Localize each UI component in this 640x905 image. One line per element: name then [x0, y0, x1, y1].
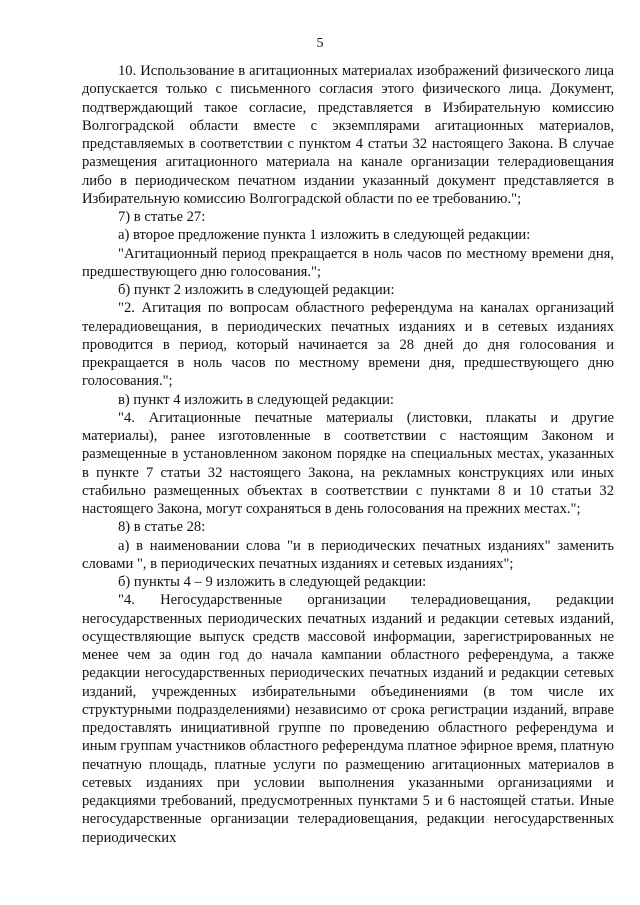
paragraph: а) в наименовании слова "и в периодических печатных изданиях" заменить словами ", в периодических печатных изданиях и сетевых изданиях"; [82, 537, 614, 572]
document-body [82, 62, 614, 847]
paragraph: "Агитационный период прекращается в ноль часов по местному времени дня, предшествующего дню голосования."; [82, 245, 614, 280]
paragraph: "2. Агитация по вопросам областного референдума на каналах организаций телерадиовещания, в периодических печатных изданиях и в сетевых изданиях проводится в период, который начинается за 28 дней до дня голосования и прекращается в ноль часов по местному времени дня, предшествующего дню голосования."; [82, 300, 614, 390]
page-number: 5 [316, 36, 324, 51]
paragraph: "4. Агитационные печатные материалы (листовки, плакаты и другие материалы), ранее изготовленные в соответствии с настоящим Законом и размещенные в установленном законом порядке на специальных местах, указанных в пункте 7 статьи 32 настоящего Закона, на рекламных конструкциях или иных стабильно размещенных объектах в соответствии с пунктами 8 и 10 статьи 32 настоящего Закона, могут сохраняться в день голосования на прежних местах."; [82, 409, 614, 517]
paragraph: 10. Использование в агитационных материалах изображений физического лица допускается только с письменного согласия этого физического лица. Документ, подтверждающий такое согласие, представляется в Избирательную комиссию Волгоградской области вместе с экземплярами агитационных материалов, представляемых в соответствии с пунктом 4 статьи 32 настоящего Закона. В случае размещения агитационного материала на канале организации телерадиовещания либо в периодическом печатном издании указанный документ представляется в Избирательную комиссию Волгоградской области по ее требованию."; [82, 63, 614, 207]
paragraph: 8) в статье 28: [118, 519, 206, 536]
paragraph: б) пункт 2 изложить в следующей редакции: [118, 282, 395, 298]
paragraph: "4. Негосударственные организации телерадиовещания, редакции негосударственных периодических печатных изданий и редакции сетевых изданий, осуществляющие выпуск средств массовой информации, зарегистрированных не менее чем за один год до начала кампании областного референдума, а также редакции негосударственных периодических печатных изданий и редакции сетевых изданий, учрежденных избирательными объединениями (в том числе их структурными подразделениями) независимо от срока регистрации изданий, вправе предоставлять инициативной группе по проведению областного референдума и иным группам участников областного референдума платное эфирное время, платную печатную площадь, платные услуги по размещению агитационных материалов в сетевых изданиях при условии выполнения указанными организациями и редакциями требований, предусмотренных пунктами 5 и 6 настоящей статьи. Иные негосударственные организации телерадиовещания, редакции негосударственных периодических [82, 592, 614, 846]
paragraph: 7) в статье 27: [118, 209, 206, 225]
paragraph: в) пункт 4 изложить в следующей редакции: [118, 391, 394, 408]
paragraph: б) пункты 4 – 9 изложить в следующей редакции: [118, 574, 427, 590]
paragraph: а) второе предложение пункта 1 изложить в следующей редакции: [118, 227, 531, 244]
